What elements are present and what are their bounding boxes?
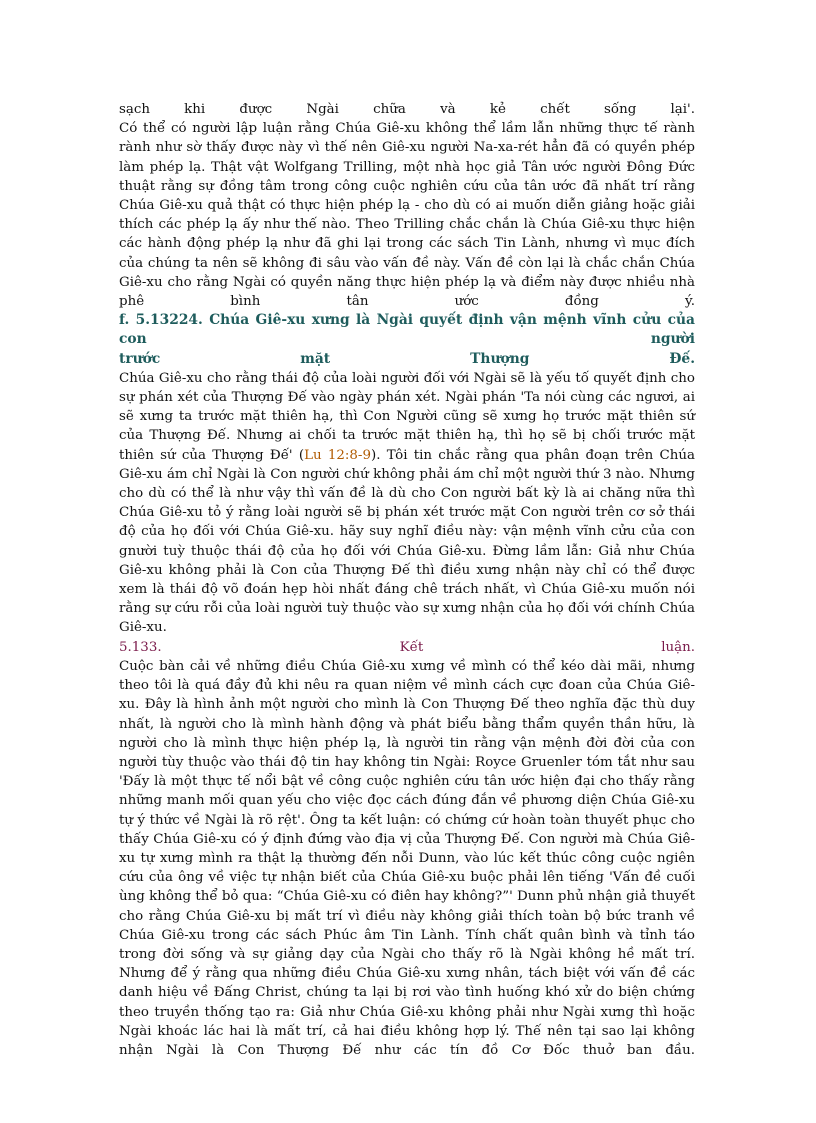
- paragraph-3-part-b: ). Tôi tin chắc rằng qua phân đoạn trên Chúa Giê-xu ám chỉ Ngài là Con người chứ không phải ám chỉ một người thứ 3 nào. Nhưng cho dù có thể là như vậy thì vấn đề là dù cho Con người bất kỳ là ai chăng nữa thì Chúa Giê-xu tỏ ý rằng loài người sẽ bị phán xét trước mặt Con người trên cơ sở thái độ của họ đối với Chúa Giê-xu. hãy suy nghĩ điều này: vận mệnh vĩnh cửu của con gnười tuỳ thuộc thái độ của họ đối với Chúa Giê-xu. Đừng lầm lẫn: Giả như Chúa Giê-xu không phải là Con của Thượng Đế thì điều xưng nhận này chỉ có thể được xem là thái độ võ đoán hẹp hòi nhất đáng chê trách nhất, vì Chúa Giê-xu muốn nói rằng sự cứu rỗi của loài người tuỳ thuộc vào sự xưng nhận của họ đối với chính Chúa Giê-xu.: [119, 447, 695, 636]
- heading-5-13224-line1: f. 5.13224. Chúa Giê-xu xưng là Ngài quyết định vận mệnh vĩnh cửu của con người: [119, 312, 695, 348]
- section-title-ket-luan: 5.133. Kết luận.: [119, 639, 695, 655]
- paragraph-2: Có thể có người lập luận rằng Chúa Giê-xu không thể lầm lẫn những thực tế rành rành như sờ thấy được này vì thế nên Giê-xu người Na-xa-rét hẳn đã có quyền phép làm phép lạ. Thật vật Wolfgang Trilling, một nhà học giả Tân ước người Đông Đức thuật rằng sự đồng tâm trong công cuộc nghiên cứu của tân ước đã nhất trí rằng Chúa Giê-xu quả thật có thực hiện phép lạ - cho dù có ai muốn diễn giảng hoặc giải thích các phép lạ ấy như thế nào. Theo Trilling chắc chắn là Chúa Giê-xu thực hiện các hành động phép lạ như đã ghi lại trong các sách Tin Lành, nhưng vì mục đích của chúng ta nên sẽ không đi sâu vào vấn đề này. Vấn đề còn lại là chắc chắn Chúa Giê-xu cho rằng Ngài có quyền năng thực hiện phép lạ và điểm này được nhiều nhà phê bình tân ước đồng ý.: [119, 121, 695, 310]
- paragraph-3: [119, 369, 695, 638]
- paragraph-1: sạch khi được Ngài chữa và kẻ chết sống lại'.: [119, 102, 695, 117]
- paragraph-3-part-a: Chúa Giê-xu cho rằng thái độ của loài người đối với Ngài sẽ là yếu tố quyết định cho sự phán xét của Thượng Đế vào ngày phán xét. Ngài phán 'Ta nói cùng các ngươi, ai sẽ xưng ta trước mặt thiên hạ, thì Con Người cũng sẽ xưng họ trước mặt thiên sứ của Thượng Đế. Nhưng ai chối ta trước mặt thiên hạ, thì họ sẽ bị chối trước mặt thiên sứ của Thượng Đế' (: [119, 370, 695, 463]
- scripture-reference-link[interactable]: Lu 12:8-9: [304, 447, 371, 463]
- document-page: [119, 100, 695, 1060]
- heading-5-13224-line2: trước mặt Thượng Đế.: [119, 350, 695, 367]
- paragraph-4: Cuộc bàn cải về những điều Chúa Giê-xu xưng về mình có thể kéo dài mãi, nhưng theo tôi là quá đầy đủ khi nêu ra quan niệm về mình cách cực đoan của Chúa Giê-xu. Đây là hình ảnh một người cho mình là Con Thượng Đế theo nghĩa đặc thù duy nhất, là người cho là mình hành động và phát biểu bằng thẩm quyền thần hữu, là người cho là mình thực hiện phép lạ, là người tin rằng vận mệnh đời đời của con người tùy thuộc vào thái độ tin hay không tin Ngài: Royce Gruenler tóm tắt như sau 'Đấy là một thực tế nổi bật về công cuộc nghiên cứu tân ước hiện đại cho thấy rằng những manh mối quan yếu cho việc đọc cách đúng đắn về phương diện Chúa Giê-xu tự ý thức về Ngài là rõ rệt'. Ông ta kết luận: có chứng cứ hoàn toàn thuyết phục cho thấy Chúa Giê-xu có ý định đứng vào địa vị của Thượng Đế. Con người mà Chúa Giê-xu tự xưng mình ra thật lạ thường đến nỗi Dunn, vào lúc kết thúc công cuộc ngiên cứu của ông về việc tự nhận biết của Chúa Giê-xu buộc phải lên tiếng 'Vấn đề cuối ùng không thể bỏ qua: “Chúa Giê-xu có điên hay không?”' Dunn phủ nhận giả thuyết cho rằng Chúa Giê-xu bị mất trí vì điều này không giải thích toàn bộ bức tranh về Chúa Giê-xu trong các sách Phúc âm Tin Lành. Tính chất quân bình và tỉnh táo trong đời sống và sự giảng dạy của Ngài cho thấy rõ là Ngài không hề mất trí. Nhưng để ý rằng qua những điều Chúa Giê-xu xưng nhân, tách biệt với vấn đề các danh hiệu về Đấng Christ, chúng ta lại bị rơi vào tình huống khó xử do biện chứng theo truyền thống tạo ra: Giả như Chúa Giê-xu không phải như Ngài xưng thì hoặc Ngài khoác lác hai là mất trí, cả hai điều không hợp lý. Thế nên tại sao lại không nhận Ngài là Con Thượng Đế như các tín đồ Cơ Đốc thuở ban đầu.: [119, 658, 695, 1058]
